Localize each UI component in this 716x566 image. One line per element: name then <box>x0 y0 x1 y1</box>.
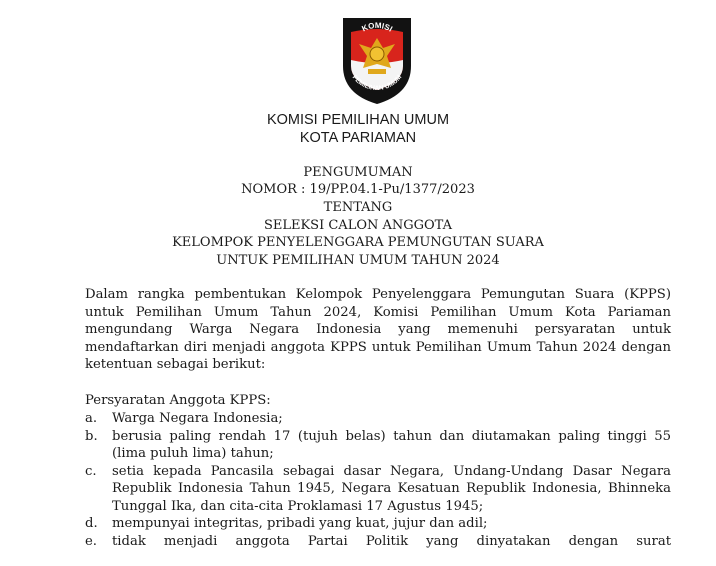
kpu-logo <box>337 14 417 106</box>
svg-text:KOMISI: KOMISI <box>360 20 394 34</box>
org-name: KOMISI PEMILIHAN UMUM <box>266 112 450 128</box>
list-item-text: berusia paling rendah 17 (tujuh belas) tahun dan diutamakan paling tinggi 55 (lima puluh lima) tahun; <box>112 428 671 461</box>
list-item-text: setia kepada Pancasila sebagai dasar Negara, Undang-Undang Dasar Negara Republik Indonesia Tahun 1945, Negara Kesatuan Republik Indonesia, Bhinneka Tunggal Ika, dan cita-cita Proklamasi 17 Agustus 1945; <box>112 463 671 514</box>
svg-text:PEMILIHAN UMUM: PEMILIHAN UMUM <box>350 73 404 93</box>
list-item-text: Warga Negara Indonesia; <box>112 411 283 426</box>
subject-line-1: SELEKSI CALON ANGGOTA <box>263 218 453 233</box>
list-item-text: tidak menjadi anggota Partai Politik yang dinyatakan dengan surat <box>112 533 671 549</box>
list-marker: e. <box>85 533 97 549</box>
intro-paragraph: Dalam rangka pembentukan Kelompok Penyelenggara Pemungutan Suara (KPPS) untuk Pemilihan Umum Tahun 2024, Komisi Pemilihan Umum Kota Pariaman mengundang Warga Negara Indonesia yang memenuhi persyaratan untuk mendaftarkan diri menjadi anggota KPPS untuk Pemilihan Umum Tahun 2024 dengan ketentuan sebagai berikut: <box>85 287 671 372</box>
list-marker: d. <box>85 516 98 531</box>
list-item <box>85 515 671 533</box>
list-marker: a. <box>85 411 98 426</box>
announcement-number: NOMOR : 19/PP.04.1-Pu/1377/2023 <box>241 182 475 197</box>
list-item <box>85 410 671 428</box>
announcement-heading: PENGUMUMAN <box>303 165 413 180</box>
subject-line-3: UNTUK PEMILIHAN UMUM TAHUN 2024 <box>216 253 500 268</box>
list-marker: c. <box>85 463 97 479</box>
org-city: KOTA PARIAMAN <box>299 130 417 146</box>
subject-line-2: KELOMPOK PENYELENGGARA PEMUNGUTAN SUARA <box>172 235 544 250</box>
announcement-about: TENTANG <box>323 200 393 215</box>
requirements-title: Persyaratan Anggota KPPS: <box>85 393 271 408</box>
list-item <box>85 533 671 551</box>
list-item <box>85 428 671 463</box>
list-item <box>85 463 671 516</box>
list-item-text: mempunyai integritas, pribadi yang kuat, jujur dan adil; <box>112 516 488 531</box>
requirements-list <box>85 410 671 550</box>
list-marker: b. <box>85 428 98 444</box>
